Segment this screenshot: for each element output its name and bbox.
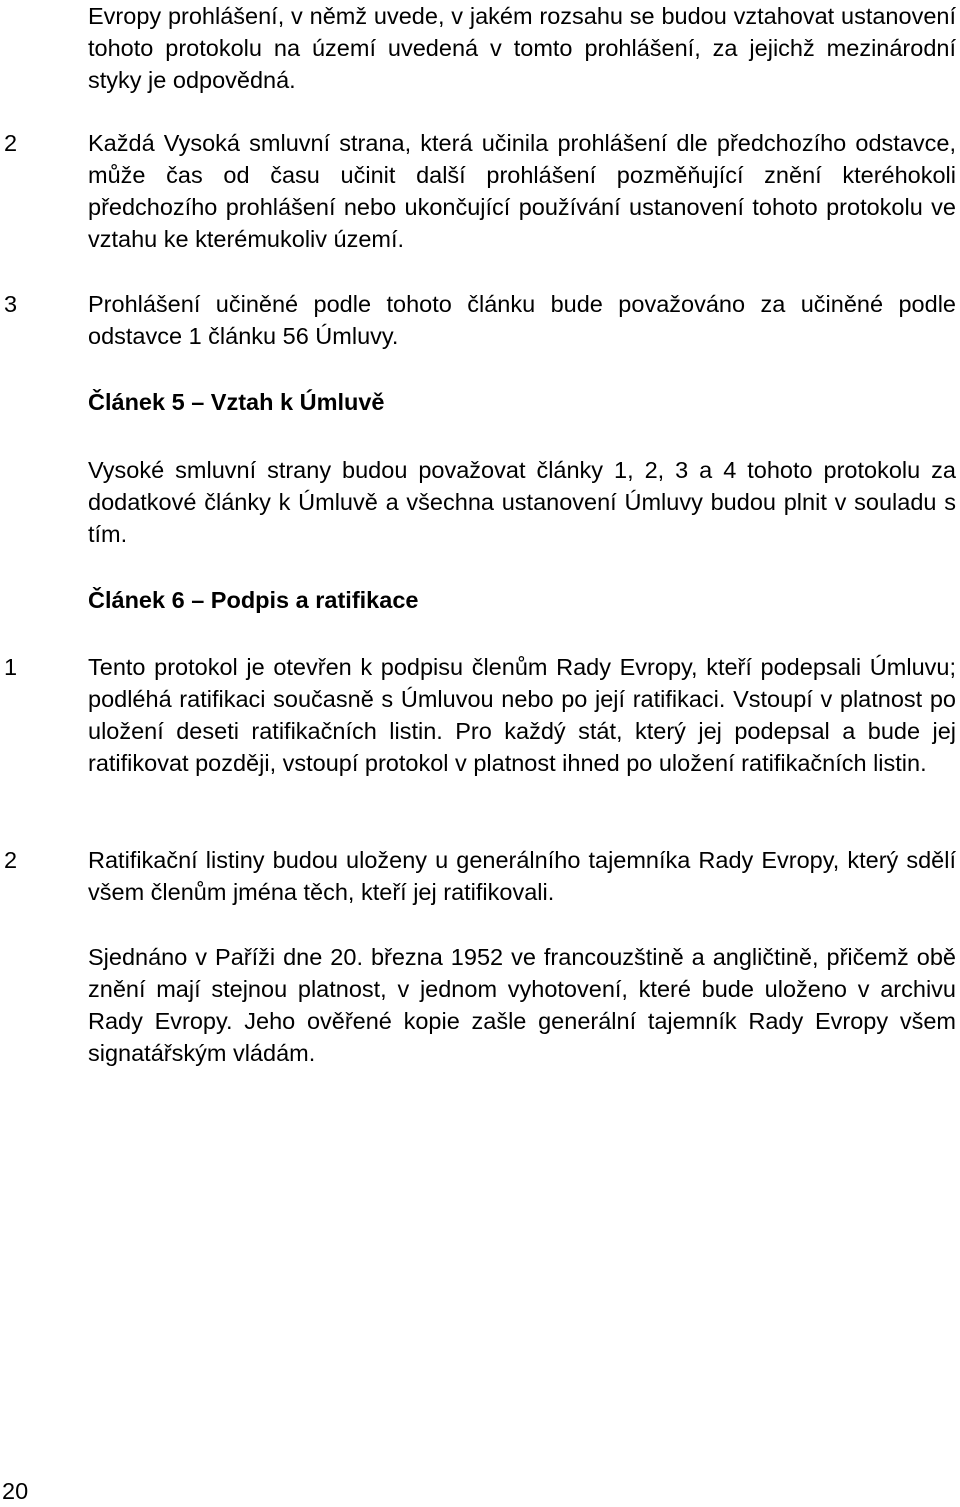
article-5-heading: Článek 5 – Vztah k Úmluvě bbox=[88, 389, 385, 415]
article-6-heading: Článek 6 – Podpis a ratifikace bbox=[88, 587, 419, 613]
closing-paragraph: Sjednáno v Paříži dne 20. března 1952 ve francouzštině a angličtině, přičemž obě znění mají stejnou platnost, v jednom vyhotovení, které bude uloženo v archivu Rady Evropy. Jeho ověřené kopie zašle generální tajemník Rady Evropy všem signatářským vládám. bbox=[88, 944, 956, 1066]
continued-paragraph: Evropy prohlášení, v němž uvede, v jakém rozsahu se budou vztahovat ustanovení tohoto protokolu na území uvedená v tomto prohlášení, za jejichž mezinárodní styky je odpovědná. bbox=[88, 3, 956, 93]
paragraph-number: 1 bbox=[4, 654, 18, 680]
paragraph-number: 2 bbox=[4, 847, 18, 873]
paragraph-number: 2 bbox=[4, 130, 18, 156]
article-5-text: Vysoké smluvní strany budou považovat články 1, 2, 3 a 4 tohoto protokolu za dodatkové články k Úmluvě a všechna ustanovení Úmluvy budou plnit v souladu s tím. bbox=[88, 457, 956, 547]
paragraph-number: 3 bbox=[4, 291, 18, 317]
paragraph-text: Ratifikační listiny budou uloženy u generálního tajemníka Rady Evropy, který sdělí všem členům jména těch, kteří jej ratifikovali. bbox=[88, 847, 956, 905]
paragraph-text: Tento protokol je otevřen k podpisu členům Rady Evropy, kteří podepsali Úmluvu; podléhá ratifikaci současně s Úmluvou nebo po její ratifikaci. Vstoupí v platnost po uložení deseti ratifikačních listin. Pro každý stát, který jej podepsal a bude jej ratifikovat později, vstoupí protokol v platnost ihned po uložení ratifikačních listin. bbox=[88, 654, 956, 776]
paragraph-text: Každá Vysoká smluvní strana, která učinila prohlášení dle předchozího odstavce, může čas od času učinit další prohlášení pozměňující znění kteréhokoli předchozího prohlášení nebo ukončující používání ustanovení tohoto protokolu ve vztahu ke kterémukoliv území. bbox=[88, 130, 956, 252]
paragraph-text: Prohlášení učiněné podle tohoto článku bude považováno za učiněné podle odstavce 1 článku 56 Úmluvy. bbox=[88, 291, 956, 349]
page-number: 20 bbox=[2, 1478, 29, 1504]
